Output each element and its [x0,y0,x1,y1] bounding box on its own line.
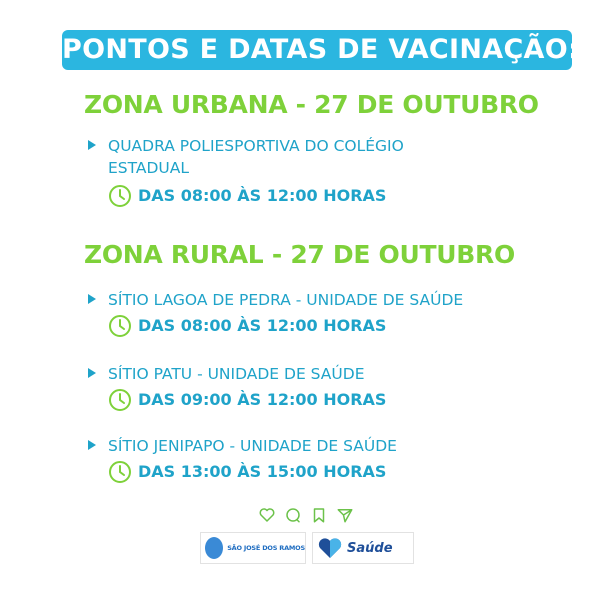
zone-heading-rural: ZONA RURAL - 27 DE OUTUBRO [84,240,515,269]
location-name: SÍTIO JENIPAPO - UNIDADE DE SAÚDE [108,437,397,455]
arrow-icon [88,140,96,150]
location-hours [108,388,386,412]
heart-logo-icon [317,537,343,559]
arrow-icon [88,368,96,378]
location-hours [108,184,386,208]
arrow-icon [88,294,96,304]
health-logo [312,532,414,564]
bookmark-icon[interactable] [310,506,328,524]
hours-text: DAS 09:00 ÀS 12:00 HORAS [138,390,387,409]
clock-icon [108,314,132,338]
hours-text: DAS 13:00 ÀS 15:00 HORAS [138,462,387,481]
comment-icon[interactable] [284,506,302,524]
location-hours [108,460,386,484]
municipality-name: SÃO JOSÉ DOS RAMOS [227,544,305,552]
clock-icon [108,388,132,412]
location-item [88,435,397,457]
location-item [88,289,463,311]
hours-text: DAS 08:00 ÀS 12:00 HORAS [138,316,387,335]
zone-heading-urbana: ZONA URBANA - 27 DE OUTUBRO [84,90,539,119]
municipality-logo [200,532,306,564]
health-logo-text: Saúde [347,540,393,556]
heart-icon[interactable] [258,506,276,524]
hours-text: DAS 08:00 ÀS 12:00 HORAS [138,186,387,205]
location-name-continued: ESTADUAL [108,159,190,177]
location-item [88,135,404,179]
crest-icon [205,537,223,559]
location-hours [108,314,386,338]
location-item [88,363,364,385]
send-icon[interactable] [336,506,354,524]
clock-icon [108,184,132,208]
clock-icon [108,460,132,484]
arrow-icon [88,440,96,450]
page-title: PONTOS E DATAS DE VACINAÇÃO: [62,30,572,70]
location-name: SÍTIO LAGOA DE PEDRA - UNIDADE DE SAÚDE [108,291,464,309]
location-name: QUADRA POLIESPORTIVA DO COLÉGIO [108,137,404,155]
location-name: SÍTIO PATU - UNIDADE DE SAÚDE [108,365,365,383]
social-actions [258,506,354,524]
